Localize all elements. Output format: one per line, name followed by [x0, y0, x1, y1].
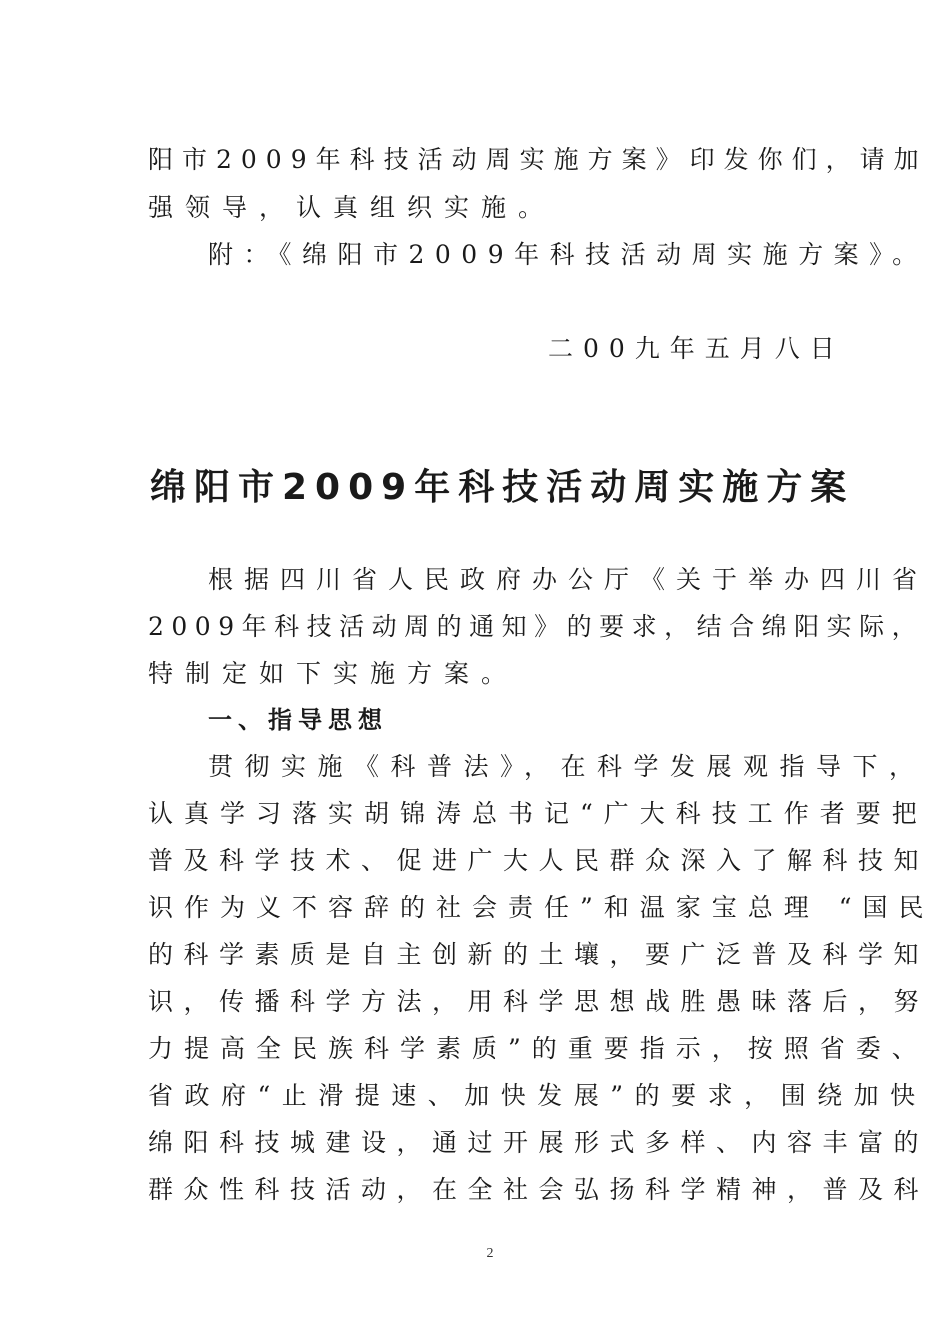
- section1-line-5: 的科学素质是自主创新的土壤，要广泛普及科学知: [148, 940, 930, 969]
- section-heading-guiding-ideology: 一、指导思想: [208, 706, 388, 734]
- preface-line-1: 根据四川省人民政府办公厅《关于举办四川省: [208, 565, 929, 594]
- section1-line-9: 绵阳科技城建设，通过开展形式多样、内容丰富的: [148, 1128, 930, 1157]
- section1-line-10: 群众性科技活动，在全社会弘扬科学精神，普及科: [148, 1175, 930, 1204]
- preface-line-3: 特制定如下实施方案。: [148, 659, 519, 688]
- intro-line-2: 强领导，认真组织实施。: [148, 193, 556, 222]
- issue-date: 二00九年五月八日: [548, 334, 845, 363]
- section1-line-1: 贯彻实施《科普法》，在科学发展观指导下，: [208, 752, 926, 781]
- attachment-line: 附：《绵阳市2009年科技活动周实施方案》。: [208, 240, 928, 269]
- section1-line-3: 普及科学技术、促进广大人民群众深入了解科技知: [148, 846, 930, 875]
- intro-line-1: 阳市2009年科技活动周实施方案》印发你们，请加: [148, 145, 928, 174]
- section1-line-8: 省政府“止滑提速、加快发展”的要求，围绕加快: [148, 1081, 927, 1110]
- plan-title: 绵阳市2009年科技活动周实施方案: [150, 467, 855, 508]
- page-number: 2: [486, 1246, 494, 1261]
- preface-line-2: 2009年科技活动周的通知》的要求，结合绵阳实际，: [148, 612, 925, 641]
- section1-line-7: 力提高全民族科学素质”的重要指示，按照省委、: [148, 1034, 928, 1063]
- section1-line-6: 识，传播科学方法，用科学思想战胜愚昧落后，努: [148, 987, 930, 1016]
- section1-line-2: 认真学习落实胡锦涛总书记“广大科技工作者要把: [148, 799, 928, 828]
- section1-line-4: 识作为义不容辞的社会责任”和温家宝总理 “国民: [148, 893, 935, 922]
